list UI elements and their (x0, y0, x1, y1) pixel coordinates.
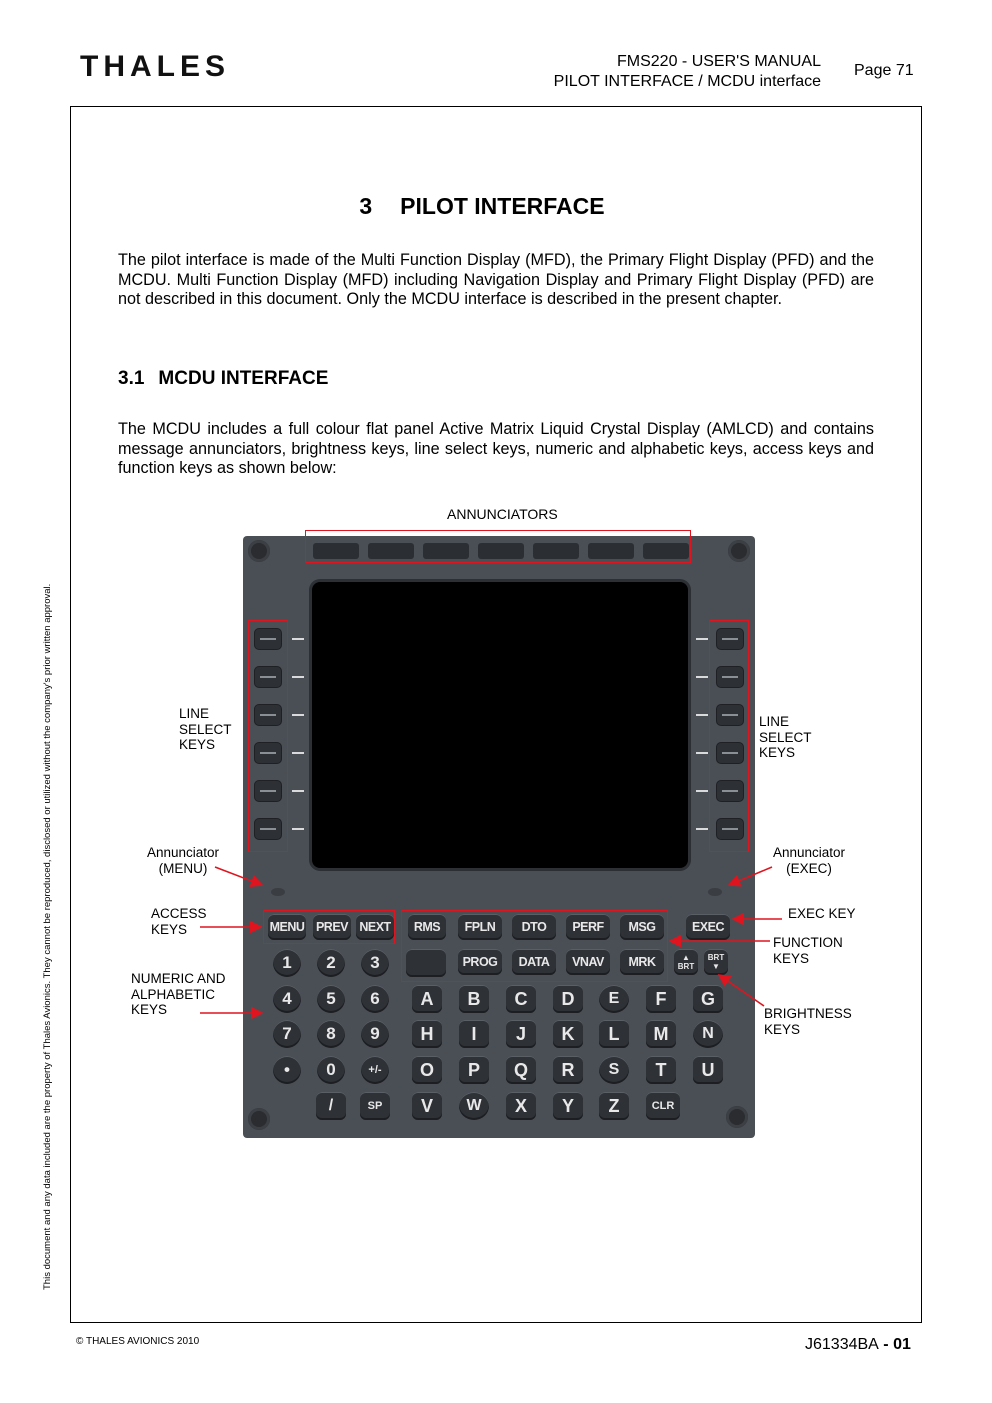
label-keys: KEYS (131, 1002, 168, 1017)
key-p[interactable]: P (459, 1056, 489, 1084)
arrow-brightness-keys (719, 975, 764, 1006)
doc-revision: 01 (893, 1336, 911, 1353)
label-keys: KEYS (179, 737, 216, 752)
property-notice: This document and any data included are the property of Thales Avionics. They cannot be reproduced, disclosed or utilized without the company's prior written approval. (42, 583, 53, 1290)
key-space[interactable]: SP (360, 1092, 390, 1120)
key-s[interactable]: S (599, 1056, 629, 1084)
key-u[interactable]: U (693, 1056, 723, 1084)
key-q[interactable]: Q (506, 1056, 536, 1084)
chapter-number: 3 (359, 193, 373, 219)
doc-reference (805, 1336, 911, 1354)
label-exec: (EXEC) (786, 860, 832, 876)
arrow-annunciator-exec (729, 867, 772, 885)
next-key[interactable]: NEXT (356, 914, 394, 940)
key-8[interactable]: 8 (317, 1020, 345, 1048)
key-h[interactable]: H (412, 1020, 442, 1048)
manual-title: FMS220 - USER'S MANUAL (617, 53, 821, 70)
section-title: MCDU INTERFACE (158, 368, 329, 389)
label-menu: (MENU) (158, 860, 208, 876)
key-5[interactable]: 5 (317, 985, 345, 1013)
key-w[interactable]: W (459, 1092, 489, 1120)
key-i[interactable]: I (459, 1020, 489, 1048)
key-n[interactable]: N (693, 1020, 723, 1048)
key-d[interactable]: D (553, 985, 583, 1013)
label-keys: KEYS (759, 745, 796, 760)
thales-logo: THALES (80, 50, 230, 83)
key-l[interactable]: L (599, 1020, 629, 1048)
key-t[interactable]: T (646, 1056, 676, 1084)
key-o[interactable]: O (412, 1056, 442, 1084)
brt-label: BRT (677, 962, 695, 971)
key-4[interactable]: 4 (273, 985, 301, 1013)
key-e[interactable]: E (599, 985, 629, 1013)
label-brightness: BRIGHTNESS (764, 1006, 852, 1021)
key-f[interactable]: F (646, 985, 676, 1013)
key-7[interactable]: 7 (273, 1020, 301, 1048)
key-clr[interactable]: CLR (646, 1092, 680, 1120)
menu-key[interactable]: MENU (268, 914, 306, 940)
dto-key[interactable]: DTO (512, 914, 556, 940)
section-number: 3.1 (118, 368, 145, 389)
perf-key[interactable]: PERF (566, 914, 610, 940)
page-number: Page 71 (854, 62, 914, 79)
brt-label: BRT (707, 953, 725, 962)
key-g[interactable]: G (693, 985, 723, 1013)
label-annunciators: ANNUNCIATORS (447, 506, 558, 522)
label-annunciator: Annunciator (146, 845, 220, 860)
key-3[interactable]: 3 (361, 949, 389, 977)
prog-key[interactable]: PROG (458, 949, 502, 975)
vnav-key[interactable]: VNAV (566, 949, 610, 975)
section-paragraph: The MCDU includes a full colour flat panel Active Matrix Liquid Crystal Display (AMLCD) and contains message annunciators, brightness keys, line select keys, numeric and alphabetic keys, access keys and function keys as shown below: (118, 420, 874, 477)
key-m[interactable]: M (646, 1020, 676, 1048)
label-alphabetic: ALPHABETIC (131, 986, 216, 1002)
label-keys: KEYS (151, 921, 188, 937)
doc-ref: J61334BA (805, 1336, 879, 1353)
key-k[interactable]: K (553, 1020, 583, 1048)
arrow-up-icon: ▲ (682, 953, 690, 962)
key-9[interactable]: 9 (361, 1020, 389, 1048)
key-x[interactable]: X (506, 1092, 536, 1120)
msg-key[interactable]: MSG (620, 914, 664, 940)
label-line: LINE (179, 706, 210, 721)
key-r[interactable]: R (553, 1056, 583, 1084)
key-v[interactable]: V (412, 1092, 442, 1120)
key-slash[interactable]: / (316, 1092, 346, 1120)
chapter-title: PILOT INTERFACE (400, 193, 605, 219)
key-0[interactable]: 0 (317, 1056, 345, 1084)
label-line: LINE (759, 714, 790, 729)
doc-sep: - (878, 1336, 894, 1353)
copyright: © THALES AVIONICS 2010 (76, 1336, 200, 1347)
label-select: SELECT (179, 721, 232, 737)
key-a[interactable]: A (412, 985, 442, 1013)
label-select: SELECT (759, 729, 812, 745)
key-decimal[interactable]: • (273, 1056, 301, 1084)
label-access: ACCESS (151, 906, 207, 921)
exec-key[interactable]: EXEC (686, 914, 730, 940)
key-b[interactable]: B (459, 985, 489, 1013)
key-plus-minus[interactable]: +/- (361, 1056, 389, 1084)
key-z[interactable]: Z (599, 1092, 629, 1120)
label-numeric: NUMERIC AND (131, 971, 226, 986)
data-key[interactable]: DATA (512, 949, 556, 975)
key-2[interactable]: 2 (317, 949, 345, 977)
key-y[interactable]: Y (553, 1092, 583, 1120)
key-1[interactable]: 1 (273, 949, 301, 977)
key-j[interactable]: J (506, 1020, 536, 1048)
mrk-key[interactable]: MRK (620, 949, 664, 975)
arrow-annunciator-menu (215, 867, 262, 885)
intro-paragraph: The pilot interface is made of the Multi Function Display (MFD), the Primary Flight Display (PFD) and the MCDU. Multi Function Display (MFD) including Navigation Display and Primary Flight Display (PFD) are not described in this document. Only the MCDU interface is described in the present chapter. (118, 251, 874, 308)
rms-key[interactable]: RMS (408, 914, 446, 940)
label-annunciator: Annunciator (772, 845, 846, 860)
label-keys: KEYS (764, 1021, 801, 1037)
label-keys: KEYS (773, 950, 810, 966)
arrow-down-icon: ▼ (712, 962, 720, 971)
fpln-key[interactable]: FPLN (458, 914, 502, 940)
label-function: FUNCTION (773, 935, 843, 950)
prev-key[interactable]: PREV (313, 914, 351, 940)
key-6[interactable]: 6 (361, 985, 389, 1013)
key-c[interactable]: C (506, 985, 536, 1013)
section-title: PILOT INTERFACE / MCDU interface (553, 73, 821, 90)
label-exec-key: EXEC KEY (788, 906, 856, 921)
